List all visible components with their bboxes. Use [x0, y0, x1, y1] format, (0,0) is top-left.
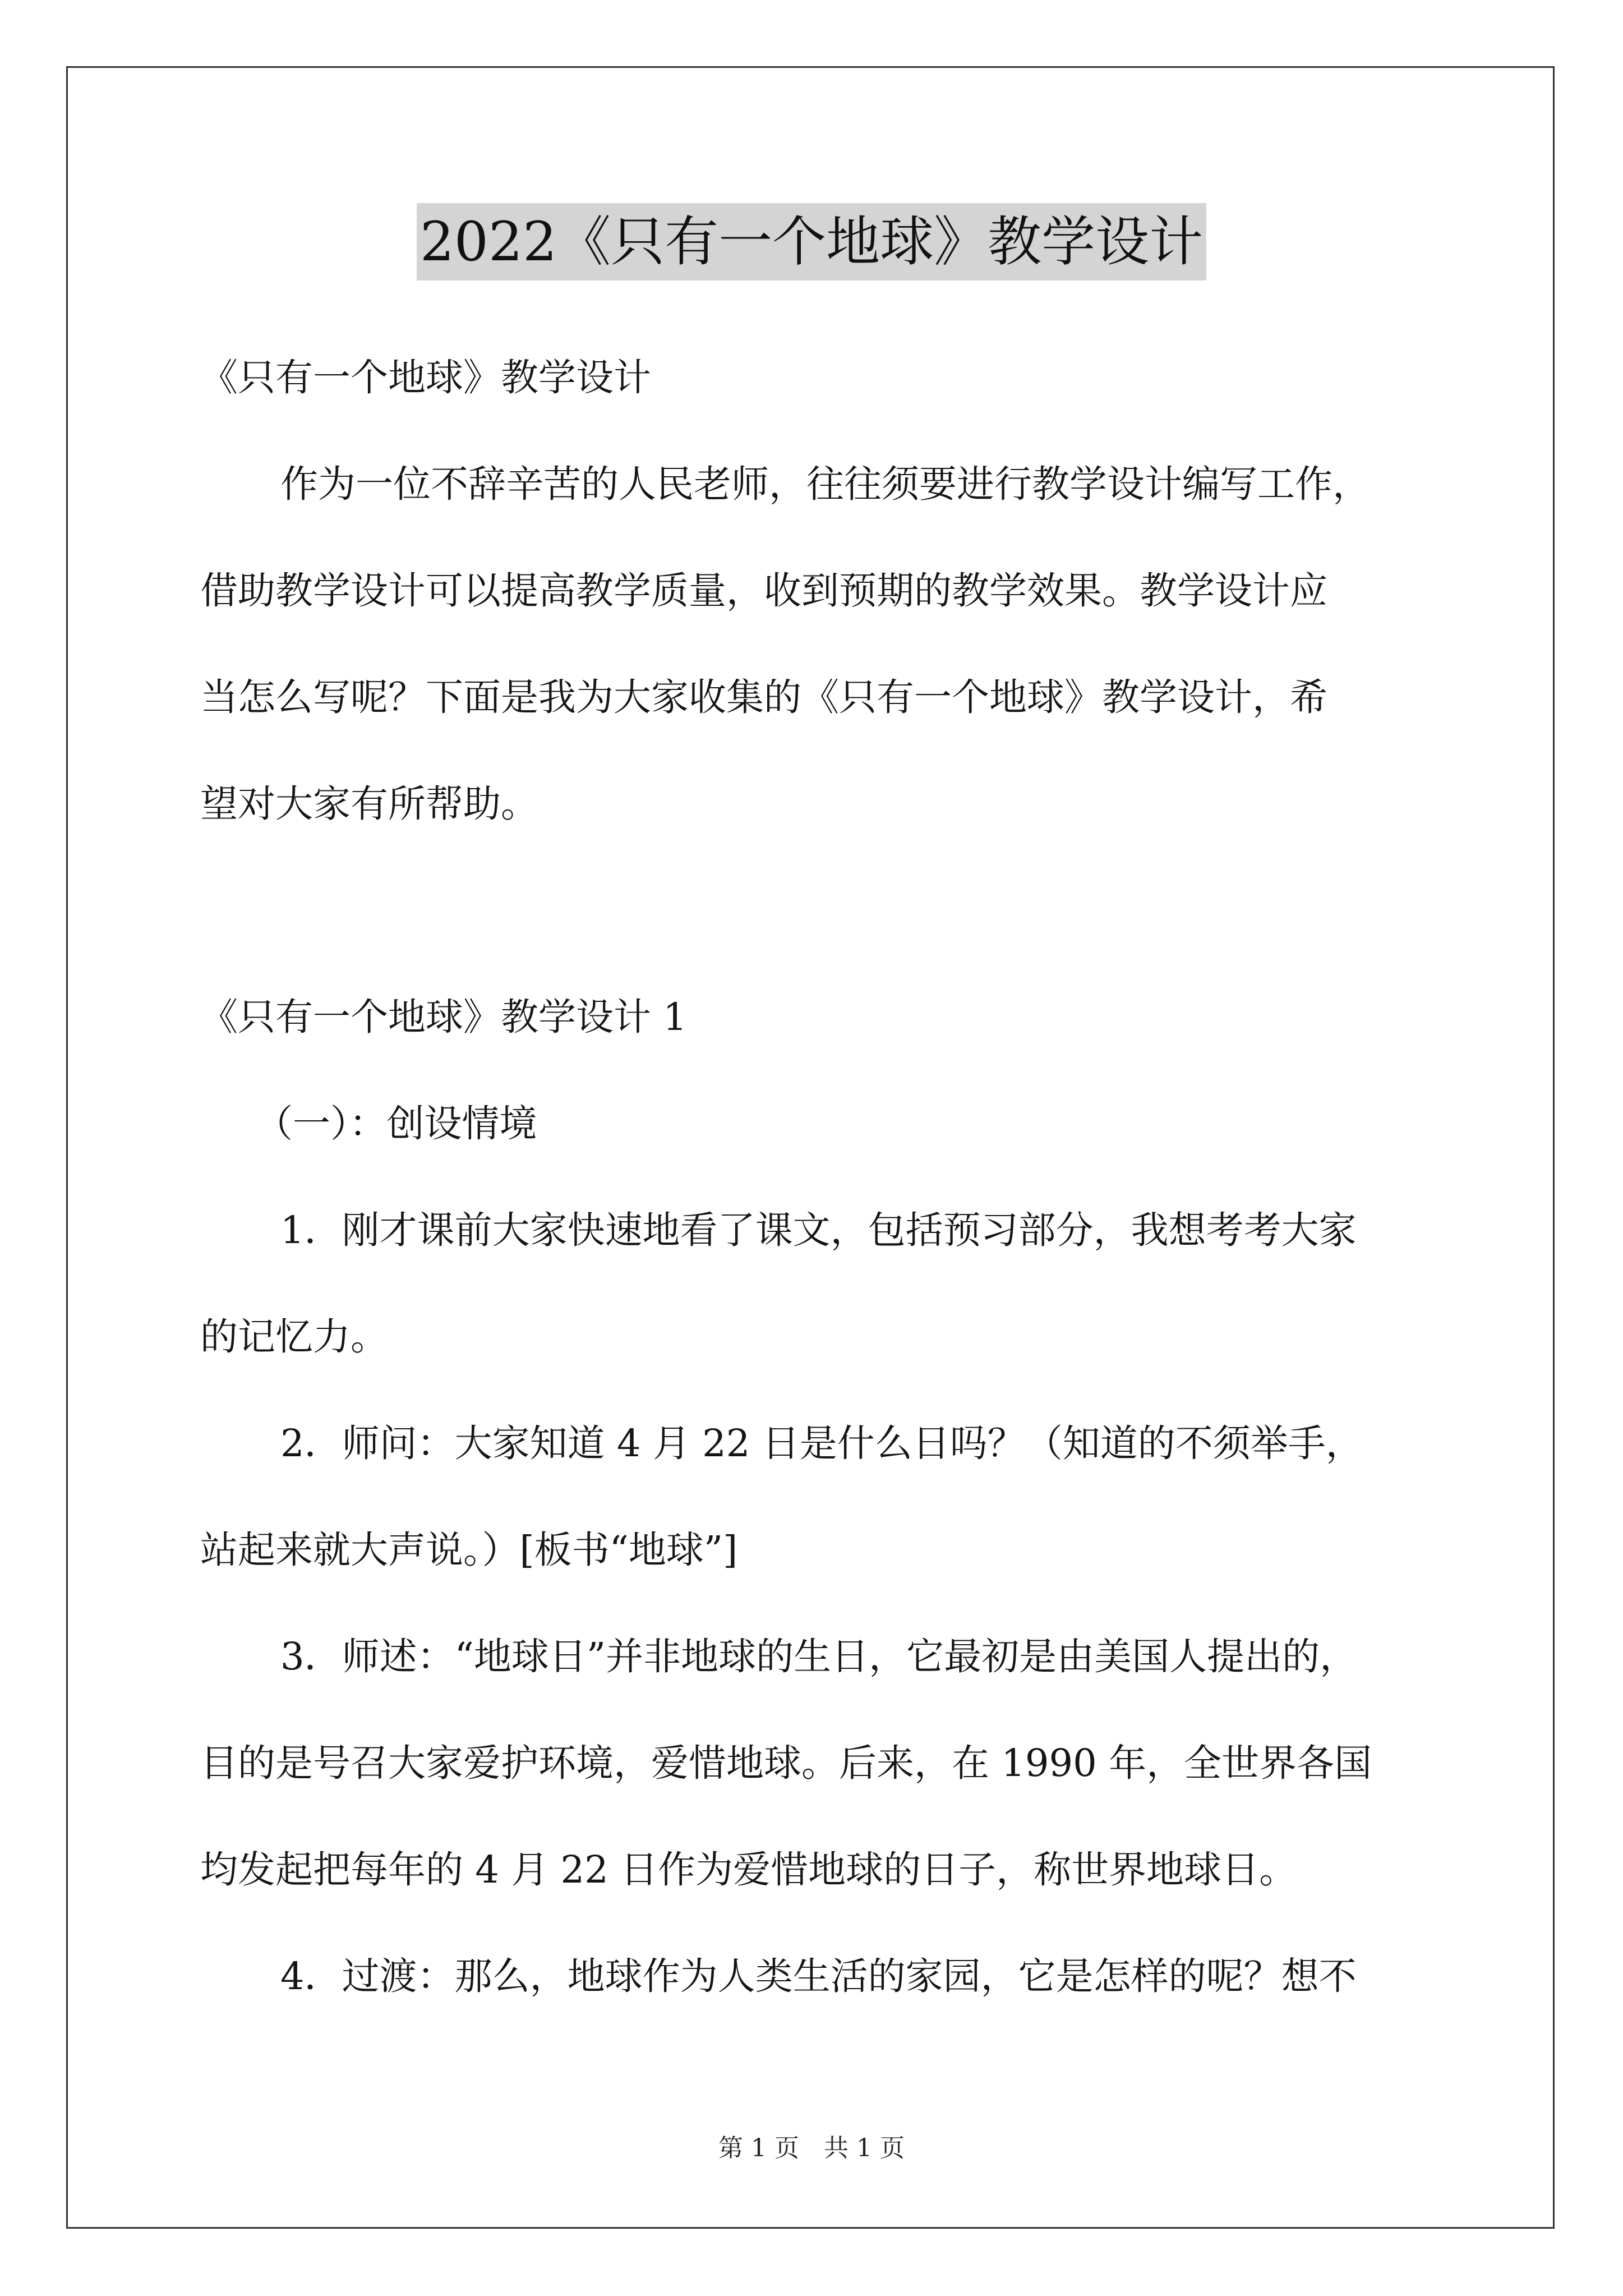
item2-line-2: 站起来就大声说。）[板书“地球”]	[200, 1528, 738, 1572]
title-container	[0, 203, 1623, 280]
document-title: 2022《只有一个地球》教学设计	[417, 203, 1206, 280]
item3-line-1: 3．师述：“地球日”并非地球的生日，它最初是由美国人提出的，	[280, 1635, 1358, 1678]
item2-line-1: 2．师问：大家知道 4 月 22 日是什么日吗？（知道的不须举手，	[280, 1421, 1363, 1465]
item1-line-1: 1．刚才课前大家快速地看了课文，包括预习部分，我想考考大家	[280, 1208, 1357, 1252]
item3-line-2: 目的是号召大家爱护环境，爱惜地球。后来，在 1990 年，全世界各国	[200, 1741, 1372, 1785]
intro-line-3: 当怎么写呢？下面是我为大家收集的《只有一个地球》教学设计，希	[200, 675, 1327, 719]
page-footer: 第 1 页 共 1 页	[718, 2134, 905, 2162]
item1-line-2: 的记忆力。	[200, 1315, 388, 1359]
document-subtitle: 《只有一个地球》教学设计	[200, 356, 651, 399]
intro-line-1: 作为一位不辞辛苦的人民老师，往往须要进行教学设计编写工作，	[280, 462, 1370, 506]
intro-line-2: 借助教学设计可以提高教学质量，收到预期的教学效果。教学设计应	[200, 569, 1327, 613]
item4-line-1: 4．过渡：那么，地球作为人类生活的家园，它是怎样的呢？想不	[280, 1954, 1357, 1998]
section-title: 《只有一个地球》教学设计 1	[200, 995, 687, 1039]
section-heading: （一）：创设情境	[255, 1102, 537, 1145]
intro-line-4: 望对大家有所帮助。	[200, 782, 538, 826]
item3-line-3: 均发起把每年的 4 月 22 日作为爱惜地球的日子，称世界地球日。	[200, 1848, 1297, 1892]
